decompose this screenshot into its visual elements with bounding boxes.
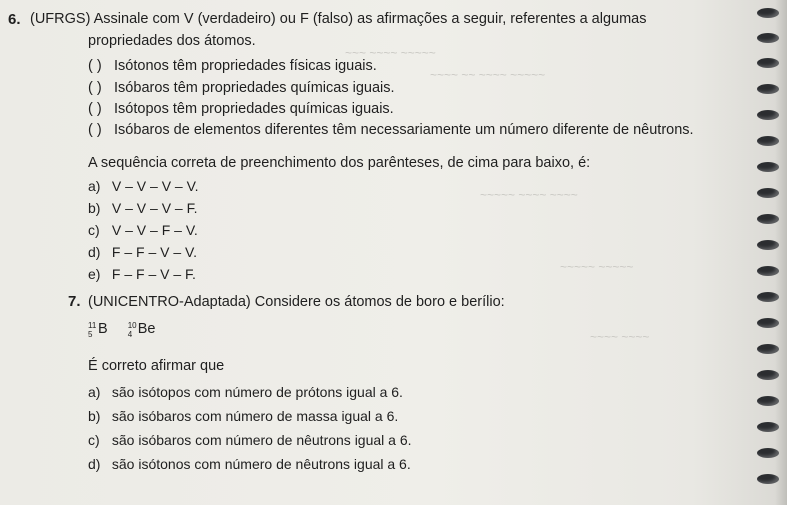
statement-text: Isóbaros de elementos diferentes têm necessariamente um número diferente de nêutrons. — [114, 122, 694, 138]
answer-option-b[interactable] — [88, 408, 398, 424]
nuclide-boron — [88, 321, 108, 337]
mass-number: 10 — [127, 321, 137, 330]
bleed-through-text: ~~~~ ~~~~ — [590, 330, 650, 344]
option-letter: e) — [88, 266, 101, 282]
option-letter: b) — [88, 200, 101, 216]
question-6-prompt: A sequência correta de preenchimento dos parênteses, de cima para baixo, é: — [88, 155, 591, 171]
statement-text: Isótopos têm propriedades químicas iguais. — [114, 101, 394, 117]
question-7-prompt: É correto afirmar que — [88, 358, 225, 374]
binding-ring — [757, 292, 779, 302]
binding-ring — [757, 58, 779, 68]
answer-option-d[interactable] — [88, 456, 411, 472]
statement-row — [88, 80, 395, 96]
option-text: são isótonos com número de nêutrons igual a 6. — [111, 456, 411, 472]
answer-blank[interactable]: ( ) — [88, 80, 102, 96]
binding-ring — [757, 136, 779, 146]
option-letter: a) — [88, 178, 101, 194]
binding-ring — [757, 162, 779, 172]
option-text: são isóbaros com número de massa igual a 6. — [111, 408, 399, 424]
binding-ring — [757, 396, 779, 406]
binding-ring — [757, 8, 779, 18]
atomic-number: 5 — [88, 330, 93, 339]
option-letter: d) — [88, 456, 101, 472]
question-6-stem-line2: propriedades dos átomos. — [88, 33, 256, 49]
element-symbol: Be — [137, 321, 156, 337]
option-text: F – F – V – V. — [111, 244, 197, 260]
bleed-through-text: ~~~~ ~~ ~~~~ ~~~~~ — [430, 68, 546, 82]
statement-row — [88, 101, 394, 117]
option-letter: c) — [88, 432, 100, 448]
answer-option-d[interactable] — [88, 244, 197, 260]
spiral-binding — [732, 0, 787, 505]
question-7-stem: (UNICENTRO-Adaptada) Considere os átomos de boro e berílio: — [88, 294, 505, 310]
answer-option-c[interactable] — [88, 222, 198, 238]
question-6-number: 6. — [8, 11, 21, 28]
option-text: F – F – V – F. — [111, 266, 196, 282]
nuclide-beryllium — [128, 321, 156, 337]
answer-option-a[interactable] — [88, 384, 403, 400]
binding-ring — [757, 344, 779, 354]
mass-number: 11 — [88, 321, 97, 330]
binding-ring — [757, 266, 779, 276]
bleed-through-text: ~~~~~ ~~~~ ~~~~ — [480, 188, 578, 202]
atomic-number: 4 — [127, 330, 133, 339]
option-text: V – V – F – V. — [111, 222, 198, 238]
binding-ring — [757, 318, 779, 328]
bleed-through-text: ~~~ ~~~~ ~~~~~ — [345, 46, 436, 60]
option-text: V – V – V – V. — [111, 178, 199, 194]
answer-option-e[interactable] — [88, 266, 196, 282]
statement-text: Isótonos têm propriedades físicas iguais. — [114, 58, 377, 74]
answer-option-b[interactable] — [88, 200, 198, 216]
bleed-through-text: ~~~~~ ~~~~~ — [560, 260, 634, 274]
option-letter: a) — [88, 384, 101, 400]
option-text: V – V – V – F. — [111, 200, 198, 216]
answer-option-a[interactable] — [88, 178, 199, 194]
binding-ring — [757, 240, 779, 250]
statement-text: Isóbaros têm propriedades químicas iguais. — [114, 80, 395, 96]
statement-row — [88, 58, 377, 74]
binding-ring — [757, 370, 779, 380]
option-letter: b) — [88, 408, 101, 424]
binding-ring — [757, 448, 779, 458]
option-text: são isóbaros com número de nêutrons igual a 6. — [111, 432, 412, 448]
statement-row — [88, 122, 694, 138]
answer-blank[interactable]: ( ) — [88, 101, 102, 117]
binding-ring — [757, 214, 779, 224]
binding-ring — [757, 110, 779, 120]
option-text: são isótopos com número de prótons igual a 6. — [111, 384, 403, 400]
binding-ring — [757, 422, 779, 432]
binding-ring — [757, 84, 779, 94]
binding-ring — [757, 474, 779, 484]
answer-option-c[interactable] — [88, 432, 412, 448]
question-6-stem-line1: (UFRGS) Assinale com V (verdadeiro) ou F (falso) as afirmações a seguir, referentes a algumas — [30, 11, 647, 27]
answer-blank[interactable]: ( ) — [88, 122, 102, 138]
element-symbol: B — [98, 321, 108, 337]
binding-ring — [757, 188, 779, 198]
binding-ring — [757, 33, 779, 43]
question-7-number: 7. — [68, 293, 81, 310]
option-letter: d) — [88, 244, 101, 260]
answer-blank[interactable]: ( ) — [88, 58, 102, 74]
option-letter: c) — [88, 222, 100, 238]
nuclide-row — [88, 321, 171, 337]
